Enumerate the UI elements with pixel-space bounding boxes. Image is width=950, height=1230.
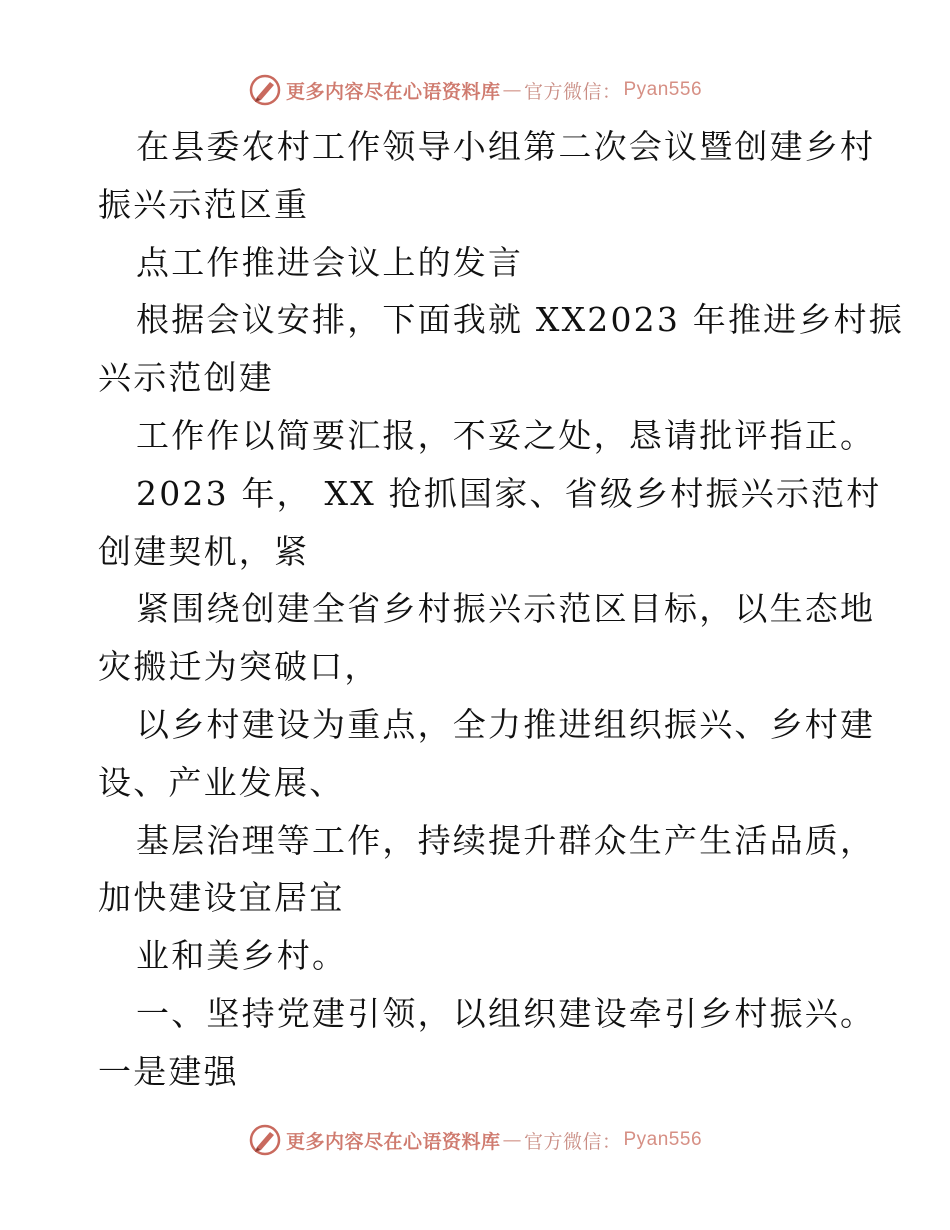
text-line: 紧围绕创建全省乡村振兴示范区目标，以生态地: [136, 589, 876, 629]
watermark-label: 官方微信：: [523, 1130, 622, 1153]
text-line: 振兴示范区重: [98, 184, 310, 224]
watermark-label: 官方微信：: [523, 80, 622, 103]
text-line: 根据会议安排，下面我就 XX2023 年推进乡村振: [136, 300, 904, 340]
text-line: 兴示范创建: [98, 358, 274, 398]
pen-logo-icon: [248, 73, 282, 107]
watermark-site: 更多内容尽在心语资料库: [285, 80, 501, 103]
text-line: 在县委农村工作领导小组第二次会议暨创建乡村: [136, 127, 876, 166]
watermark-wechat-id: Pyan556: [623, 79, 703, 100]
footer-watermark: [0, 1120, 950, 1160]
text-line: 以乡村建设为重点，全力推进组织振兴、乡村建: [136, 704, 876, 744]
text-line: 创建契机，紧: [98, 531, 310, 571]
document-body: [98, 118, 904, 1101]
watermark-site: 更多内容尽在心语资料库: [285, 1130, 501, 1153]
watermark-wechat-id: Pyan556: [623, 1129, 703, 1150]
watermark-separator: —: [502, 79, 522, 101]
text-line: 工作作以简要汇报，不妥之处，恳请批评指正。: [136, 415, 876, 455]
text-line: 业和美乡村。: [136, 936, 348, 976]
text-line: 一是建强: [98, 1051, 239, 1091]
watermark-separator: —: [502, 1129, 522, 1151]
text-line: 基层治理等工作，持续提升群众生产生活品质，: [136, 820, 876, 860]
pen-logo-icon: [248, 1123, 282, 1157]
header-watermark: [0, 70, 950, 110]
text-line: 2023 年， XX 抢抓国家、省级乡村振兴示范村: [136, 473, 882, 513]
text-line: 点工作推进会议上的发言: [136, 242, 524, 282]
text-line: 加快建设宜居宜: [98, 878, 345, 918]
text-line: 设、产业发展、: [98, 762, 345, 802]
text-line: 灾搬迁为突破口，: [98, 647, 380, 687]
text-line: 一、坚持党建引领，以组织建设牵引乡村振兴。: [136, 993, 876, 1033]
